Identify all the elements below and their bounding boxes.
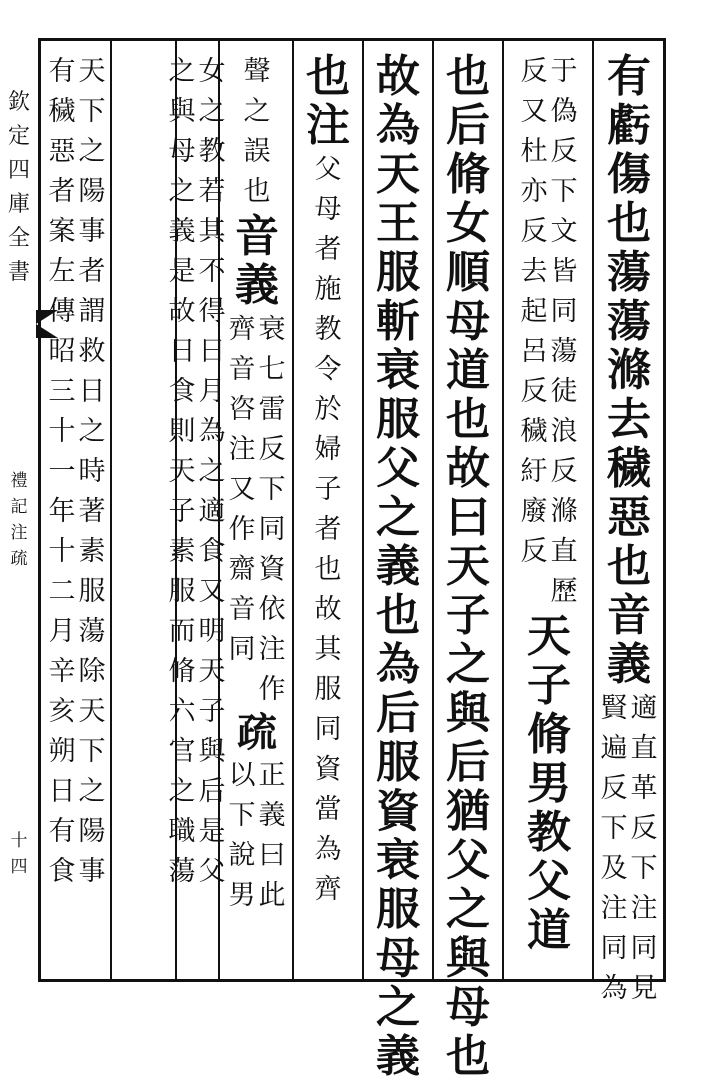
annotation-left-line: 之 與 母 之 義 是 故 日 食 則 天 子 素 服 而 脩 六 官 之 職 蕩: [168, 56, 196, 887]
text-column-7: [168, 52, 226, 892]
annotation-right-line: 適 直 革 反 下 注 同 見: [630, 693, 658, 1004]
book-title: 欽 定 四 庫 全 書: [7, 90, 30, 285]
margin-strip: [0, 38, 36, 982]
annotation-left-line: 以 下 說 男: [228, 760, 256, 911]
page-number: 十 四: [10, 831, 28, 877]
main-text: 音 義: [607, 590, 651, 690]
text-column-1: [596, 52, 662, 1009]
annotation-pair: [222, 756, 292, 916]
text-column-4: [366, 52, 430, 1081]
annotation-pair: [506, 52, 592, 612]
annotation-right-line: 于 偽 反 下 文 皆 同 蕩 徒 浪 反 滌 直 歷: [550, 56, 578, 607]
annotation-right-line: 女 之 教 若 其 不 得 日 月 為 之 適 食 又 明 天 子 與 后 是 父: [198, 56, 226, 887]
column-rule: [502, 40, 504, 980]
main-text: 天 子 脩 男 教 父 道: [527, 611, 571, 956]
annotation-left-line: 齊 音 咨 注 又 作 齋 音 同: [228, 314, 256, 665]
annotation-text: 聲 之 誤 也: [243, 56, 271, 207]
main-text: 音 義: [235, 211, 279, 311]
main-text: 也 注: [306, 51, 350, 151]
column-rule: [110, 40, 112, 980]
column-rule: [292, 40, 294, 980]
column-rule: [592, 40, 594, 980]
annotation-pair: [44, 52, 110, 892]
annotation-right-line: 正 義 曰 此: [258, 760, 286, 911]
book-name: 禮 記 注 疏: [10, 471, 28, 569]
main-text: 也 后 脩 女 順 母 道 也 故 曰 天 子 之 與 后 猶 父 之 與 母 也: [446, 51, 490, 1082]
annotation-pair: [222, 310, 292, 710]
annotation-right-line: 天 下 之 陽 事 者 謂 救 日 之 時 著 素 服 蕩 除 天 下 之 陽 事: [78, 56, 106, 887]
annotation-right-line: 衰 七 雷 反 下 同 資 依 注 作: [258, 314, 286, 705]
main-text: 故 為 天 王 服 斬 衰 服 父 之 義 也 為 后 服 資 衰 服 母 之 義: [376, 51, 420, 1082]
text-column-6: [222, 52, 292, 916]
text-column-3: [436, 52, 500, 1081]
commentary-marker: 疏: [237, 709, 277, 756]
annotation-pair: [168, 52, 226, 892]
column-rule: [432, 40, 434, 980]
annotation-pair: [596, 689, 662, 1009]
column-rule: [362, 40, 364, 980]
text-column-8: [44, 52, 110, 892]
text-column-5: [296, 52, 360, 910]
annotation-left-line: 有 穢 惡 者 案 左 傳 昭 三 十 一 年 十 二 月 辛 亥 朔 日 有 食: [48, 56, 76, 887]
annotation-text: 父 母 者 施 教 令 於 婦 子 者 也 故 其 服 同 資 當 為 齊: [314, 154, 342, 905]
annotation-left-line: 賢 遍 反 下 及 注 同 為: [600, 693, 628, 1004]
main-text: 有 虧 傷 也 蕩 蕩 滌 去 穢 惡 也: [607, 51, 651, 592]
text-column-2: [506, 52, 592, 955]
annotation-left-line: 反 又 杜 亦 反 去 起 呂 反 穢 紆 廢 反: [520, 56, 548, 567]
